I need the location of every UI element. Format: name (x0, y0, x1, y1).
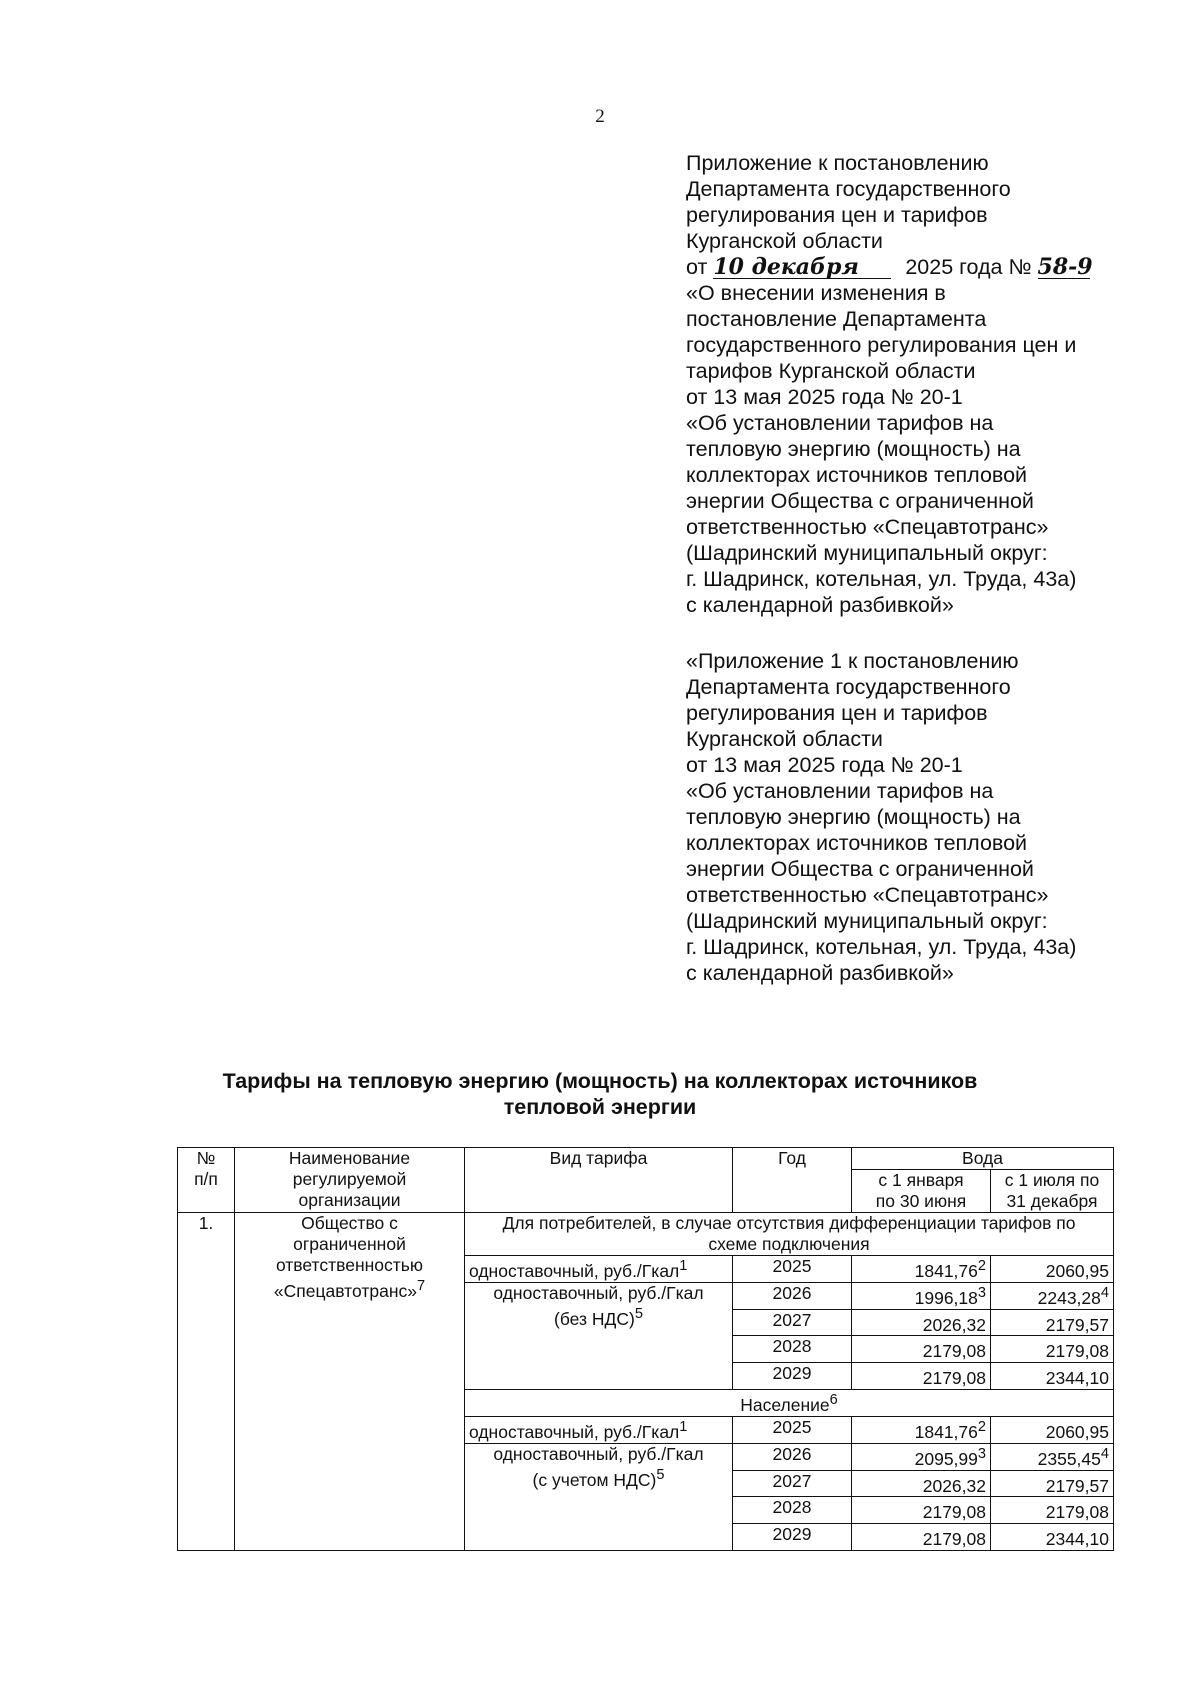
footnote-marker: 2 (977, 1418, 986, 1435)
year-cell: 2027 (733, 1470, 852, 1497)
tariff-type: одноставочный, руб./Гкал (с учетом НДС)$^5$ (465, 1443, 733, 1550)
document-title (150, 1068, 1050, 1120)
annex-line: тарифов Курганской области (686, 359, 976, 383)
annex-line: с календарной разбивкой» (686, 593, 954, 617)
annex-line: государственного регулирования цен и (686, 333, 1077, 357)
organization-name: Общество с ограниченной ответственностью «Спецавтотранс»$^7$ (235, 1213, 465, 1551)
footnote-marker: 1 (679, 1418, 688, 1435)
annex-line: Приложение к постановлению (686, 151, 989, 175)
footnote-marker: 3 (977, 1445, 986, 1462)
value-cell: 2179,08 (852, 1336, 991, 1363)
annex-1-line: с календарной разбивкой» (686, 961, 954, 985)
annex-line: г. Шадринск, котельная, ул. Труда, 43а) (686, 567, 1077, 591)
header-water: Вода (852, 1148, 1114, 1170)
annex-1-line: энергии Общества с ограниченной (686, 857, 1034, 881)
annex-line: от 13 мая 2025 года № 20-1 (686, 385, 963, 409)
table-row (178, 1213, 1114, 1256)
tariff-type: одноставочный, руб./Гкал$^1$ (465, 1256, 733, 1283)
year-cell: 2026 (733, 1443, 852, 1470)
year-cell: 2029 (733, 1363, 852, 1390)
footnote-marker: 7 (416, 1278, 426, 1294)
value-cell: 2179,08 (852, 1497, 991, 1524)
year-text: 2025 года № (905, 255, 1032, 279)
row-number: 1. (178, 1213, 235, 1551)
annex-1-line: (Шадринский муниципальный округ: (686, 909, 1048, 933)
header-tariff-type: Вид тарифа (465, 1148, 733, 1213)
annex-1-line: тепловую энергию (мощность) на (686, 805, 1021, 829)
year-cell: 2025 (733, 1256, 852, 1283)
annex-1-line: «Об установлении тарифов на (686, 779, 994, 803)
header-organization: Наименование регулируемой организации (235, 1148, 465, 1213)
annex-line: коллекторах источников тепловой (686, 463, 1028, 487)
value-cell: 2060,95 (991, 1256, 1114, 1283)
group-title: Для потребителей, в случае отсутствия дифференциации тарифов по схеме подключения (465, 1213, 1114, 1256)
footnote-marker: 5 (656, 1466, 665, 1483)
footnote-marker: 5 (634, 1305, 643, 1322)
year-cell: 2028 (733, 1336, 852, 1363)
annex-line: Курганской области (686, 229, 883, 253)
header-number: № п/п (178, 1148, 235, 1213)
annex-line: «Об установлении тарифов на (686, 411, 994, 435)
annex-header (686, 150, 1156, 618)
value-cell: 2344,10 (991, 1363, 1114, 1390)
value-cell: 2179,08 (991, 1497, 1114, 1524)
value-cell: 2179,57 (991, 1309, 1114, 1336)
header-period-2: с 1 июля по 31 декабря (991, 1170, 1114, 1213)
year-cell: 2027 (733, 1309, 852, 1336)
year-cell: 2028 (733, 1497, 852, 1524)
annex-line: тепловую энергию (мощность) на (686, 437, 1021, 461)
header-year: Год (733, 1148, 852, 1213)
year-cell: 2029 (733, 1524, 852, 1551)
annex-line: постановление Департамента (686, 307, 987, 331)
footnote-marker: 1 (679, 1258, 688, 1274)
value-cell: 2060,95 (991, 1416, 1114, 1443)
annex-line: энергии Общества с ограниченной (686, 489, 1034, 513)
value-cell: 2243,28$^4$ (991, 1282, 1114, 1309)
group-title: Население$^6$ (465, 1390, 1114, 1417)
annex-1-line: коллекторах источников тепловой (686, 831, 1028, 855)
value-cell: 2179,08 (852, 1363, 991, 1390)
value-cell: 2026,32 (852, 1309, 991, 1336)
footnote-marker: 4 (1100, 1284, 1109, 1301)
year-cell: 2025 (733, 1416, 852, 1443)
annex-1-line: регулирования цен и тарифов (686, 701, 988, 725)
annex-line: регулирования цен и тарифов (686, 203, 988, 227)
value-cell: 1841,76$^2$ (852, 1416, 991, 1443)
table-header-row (178, 1148, 1114, 1170)
tariff-type: одноставочный, руб./Гкал$^1$ (465, 1416, 733, 1443)
title-line: Тарифы на тепловую энергию (мощность) на коллекторах источников (222, 1069, 978, 1093)
annex-date-line (686, 254, 1156, 280)
tariff-table (177, 1147, 1114, 1551)
value-cell: 1996,18$^3$ (852, 1282, 991, 1309)
value-cell: 2179,57 (991, 1470, 1114, 1497)
value-cell: 2355,45$^4$ (991, 1443, 1114, 1470)
footnote-marker: 6 (829, 1392, 838, 1409)
footnote-marker: 2 (977, 1258, 986, 1274)
annex-1-line: г. Шадринск, котельная, ул. Труда, 43а) (686, 935, 1077, 959)
handwritten-number: 58-9 (1037, 254, 1093, 280)
value-cell: 1841,76$^2$ (852, 1256, 991, 1283)
annex-1-line: Департамента государственного (686, 675, 1011, 699)
annex-1-line: от 13 мая 2025 года № 20-1 (686, 753, 963, 777)
annex-line: (Шадринский муниципальный округ: (686, 541, 1048, 565)
year-cell: 2026 (733, 1282, 852, 1309)
annex-1-line: «Приложение 1 к постановлению (686, 649, 1019, 673)
value-cell: 2344,10 (991, 1524, 1114, 1551)
footnote-marker: 3 (977, 1284, 986, 1301)
annex-1-header (686, 648, 1156, 986)
value-cell: 2179,08 (852, 1524, 991, 1551)
value-cell: 2095,99$^3$ (852, 1443, 991, 1470)
annex-line: Департамента государственного (686, 177, 1011, 201)
handwritten-date: 10 декабря (713, 256, 891, 279)
value-cell: 2179,08 (991, 1336, 1114, 1363)
title-line: тепловой энергии (503, 1095, 697, 1119)
footnote-marker: 4 (1100, 1445, 1109, 1462)
header-period-1: с 1 января по 30 июня (852, 1170, 991, 1213)
annex-line: ответственностью «Спецавтотранс» (686, 515, 1049, 539)
annex-1-line: Курганской области (686, 727, 883, 751)
annex-line: «О внесении изменения в (686, 281, 946, 305)
date-prefix: от (686, 255, 708, 279)
tariff-type: одноставочный, руб./Гкал (без НДС)$^5$ (465, 1282, 733, 1389)
value-cell: 2026,32 (852, 1470, 991, 1497)
annex-1-line: ответственностью «Спецавтотранс» (686, 883, 1049, 907)
page-number: 2 (595, 106, 605, 127)
